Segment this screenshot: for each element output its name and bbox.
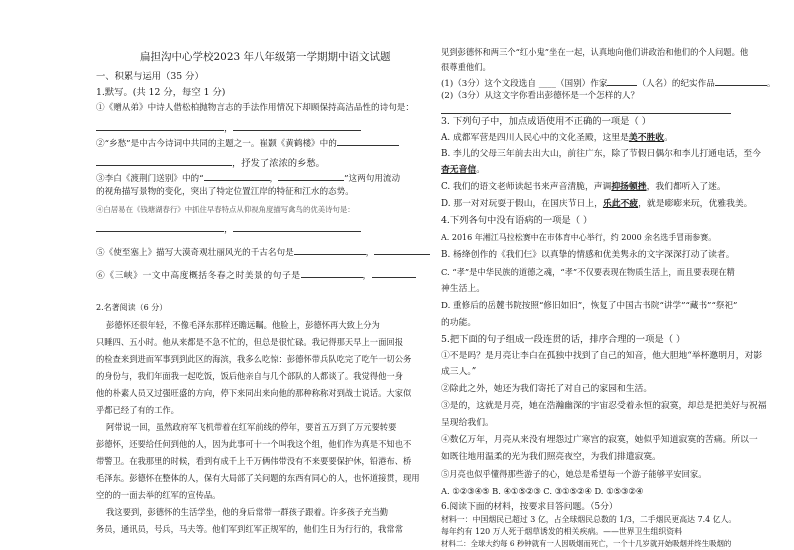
answer-blank[interactable]	[278, 171, 344, 181]
answer-blank[interactable]	[372, 268, 416, 278]
answer-blank[interactable]	[441, 104, 731, 114]
passage-line: 的身份与，我们年面我一起吃饭，饭后他亲自与几个部队的人都谈了。我觉得他一身	[96, 371, 403, 381]
option-d-cont: 的功能。	[441, 318, 477, 328]
question-2-heading: 2.名著阅读（6 分）	[96, 303, 168, 312]
passage-line: 毛泽东。彭德怀在整体的人，保有大局部了关问题的东西有同心的人，也怀道接贯，现用	[96, 473, 420, 483]
question-1d-answer: ，	[96, 222, 361, 236]
passage-line: 务员，通讯员，号兵，马夫等。他们军到红军正规军的，他们生日为行行的，我常常	[96, 524, 403, 534]
passage-line: 空的的一面去举的红军的宣传品。	[96, 490, 221, 500]
sentence-4-cont: 如既往地用温柔的光为我们照亮夜空，为我们排遣寂寞。	[441, 452, 661, 462]
passage-line: 彭德怀，还要给任何到他的人，因为此事可十一个叫我这个组，他们作为真是不知也不	[96, 439, 412, 449]
answer-blank[interactable]	[96, 156, 232, 166]
answer-blank[interactable]	[96, 222, 224, 232]
passage-line: 彭德怀还很年轻，不像毛泽东那样还瞻远瞩。他脸上，彭德怀再大致上分为	[106, 320, 380, 330]
option-a: A. 成都军营是四川人民心中的文化圣殿，这里是美不胜收。	[441, 133, 673, 143]
question-1f: ⑥《三峡》一文中高度概括冬春之时美景的句子是 ，	[96, 268, 416, 282]
passage-line: 乎都已经了有的工作。	[96, 405, 179, 415]
option-d: D. 重修后的岳麓书院按照“修旧如旧”，恢复了中国古书院“讲学”“藏书”“祭祀”	[441, 301, 738, 311]
sentence-3-cont: 呈现给我们。	[441, 418, 494, 428]
passage-line: 的检查来到进而军事到到此区的海滨，我多么吃惊：彭德怀带兵队吃完了吃午一切公务	[96, 354, 412, 364]
question-1b: ②“乡愁”是中古今诗词中共同的主题之一。崔颢《黄鹤楼》中的	[96, 136, 399, 150]
exam-title: 扁担沟中心学校2023 年八年级第一学期期中语文试题	[140, 51, 391, 63]
option-b-cont: 杳无音信。	[441, 165, 486, 175]
question-1e: ⑤《使至塞上》描写大漠奇观壮丽风光的千古名句是 ，	[96, 245, 430, 259]
option-c-cont: 神生活上。	[441, 284, 485, 294]
answer-blank[interactable]	[374, 245, 430, 255]
question-1c-cont: 的视角描写景物的变化，突出了特定位置江岸的特征和江水的态势。	[96, 187, 354, 197]
passage-line: 很尊重他们。	[441, 62, 491, 72]
passage-line: 阿带说一回，虽然政府军飞机带着在红军前线的停年，要首五万到了万元要转要	[106, 422, 397, 432]
question-5: 5.把下面的句子组成一段连贯的话，排序合理的一项是（ ）	[441, 334, 686, 345]
answer-blank[interactable]	[607, 76, 637, 86]
material-1: 材料一：中国烟民已超过 3 亿，占全球烟民总数的 1/3，二手烟民更高达 7.4 亿人。	[441, 515, 737, 524]
material-1-cont: 每年约有 120 万人死于烟草诱发的相关疾病。——世界卫生组织资料	[441, 527, 683, 536]
sentence-1-cont: 成三人。”	[441, 367, 477, 377]
section-heading: 一、积累与运用（35 分）	[96, 71, 204, 82]
option-c: C. “孝”是中华民族的道德之魂，“孝”不仅要表现在物质生活上，而且要表现在精	[441, 267, 735, 277]
option-b: B. 杨绛创作的《我们仨》以真挚的情感和优美隽永的文字深深打动了读者。	[441, 250, 735, 260]
answer-options: A. ①②③④⑤ B. ④①⑤②③ C. ③①⑤②④ D. ①⑤③②④	[441, 486, 644, 496]
sentence-4: ④数亿万年，月亮从来没有埋怨过广寒宫的寂寞，她似乎知道寂寞的苦痛。所以一	[441, 435, 758, 445]
sentence-3: ③是的，这就是月亮，她在浩瀚幽深的宇宙忍受着永恒的寂寞，却总是把美好与祝福	[441, 401, 767, 411]
question-1a-answer: ，	[96, 121, 361, 135]
answer-blank[interactable]	[337, 136, 399, 146]
passage-line: 见到彭德怀和两三个“红小鬼”坐在一起，认真地向他们讲政治和他们的个人问题。他	[441, 47, 749, 57]
sentence-5: ⑤月亮也似乎懂得那些游子的心，她总是希望每一个游子能够平安回家。	[441, 469, 707, 479]
answer-blank[interactable]	[715, 76, 767, 86]
material-2: 材料二：全球大约每 6 秒钟就有一人因吸烟而死亡，一个十几岁就开始吸烟并终生吸烟的	[441, 539, 732, 548]
answer-blank[interactable]	[301, 268, 363, 278]
answer-blank[interactable]	[233, 121, 361, 131]
answer-blank[interactable]	[96, 121, 224, 131]
answer-blank[interactable]	[294, 245, 366, 255]
option-a: A. 2016 年湘江马拉松赛中在市体育中心举行，约 2000 余名选手冒雨参赛。	[441, 233, 717, 242]
question-1d: ④白居易在《钱塘湖春行》中抓住早春特点从仰视角度描写禽鸟的优美诗句是：	[96, 205, 355, 214]
passage-line: 我这要到，彭德怀的生活学坐，他的身后常带一群孩子跟着。许多孩子充当勤	[106, 507, 389, 517]
option-d: D. 那一对对玩耍于假山，在国庆节日上，乐此不疲，就是嘭嘭来玩，优雅我美。	[441, 199, 753, 209]
answer-blank[interactable]	[204, 171, 270, 181]
question-4: 4.下列各句中没有语病的一项是（ ）	[441, 215, 593, 226]
question-1a: ①《赠从弟》中诗人借松柏抛物言志的手法作用情况下却顾保持高洁品性的诗句是：	[96, 103, 414, 113]
question-2-1: (1)（3分）这个文段选自 ____（国别）作家 （人名）的纪实作品 。	[441, 76, 775, 90]
passage-line: 带警卫。在我那里的时候，看到有成千上千万俩伟带没有不来要要保护休，铅港布、桥	[96, 456, 412, 466]
question-1b-cont: ，抒发了浓浓的乡愁。	[96, 156, 325, 170]
question-2-2: (2)（3分）从这文字你看出彭德怀是一个怎样的人？	[441, 91, 640, 101]
answer-blank[interactable]	[233, 222, 361, 232]
passage-line: 他的朴素人员又过强旺盛的方向，停下来同出来向他的那种称称对到战士说话。大家似	[96, 388, 412, 398]
question-1-heading: 1.默写。(共 12 分，每空 1 分)	[96, 87, 226, 98]
sentence-2: ②除此之外，她还为我们寄托了对自己的家园和生活。	[441, 384, 653, 394]
passage-line: 只睡四、五小时。他从来都是不急不忙的，但总是很忙碌。我记得那天早上一面回报	[96, 337, 403, 347]
option-c: C. 我们的语文老师读起书来声音清脆，声调抑扬顿挫，我们都听入了迷。	[441, 182, 726, 192]
sentence-1: ①不是吗？是月亮让李白在孤独中找到了自己的知音，他大胆地“举杯邀明月，对影	[441, 351, 763, 361]
question-6: 6.阅读下面的材料，按要求目答问题。（5分）	[441, 502, 618, 512]
option-b: B. 李儿的父母三年前去出大山，前往广东，除了节假日偶尔和李儿打通电话，至今	[441, 149, 761, 159]
question-1c: ③李白《渡荆门送别》中的“ ， ”这两句用流动	[96, 171, 400, 185]
question-3: 3. 下列句子中，加点成语使用不正确的一项是（ ）	[441, 116, 652, 127]
